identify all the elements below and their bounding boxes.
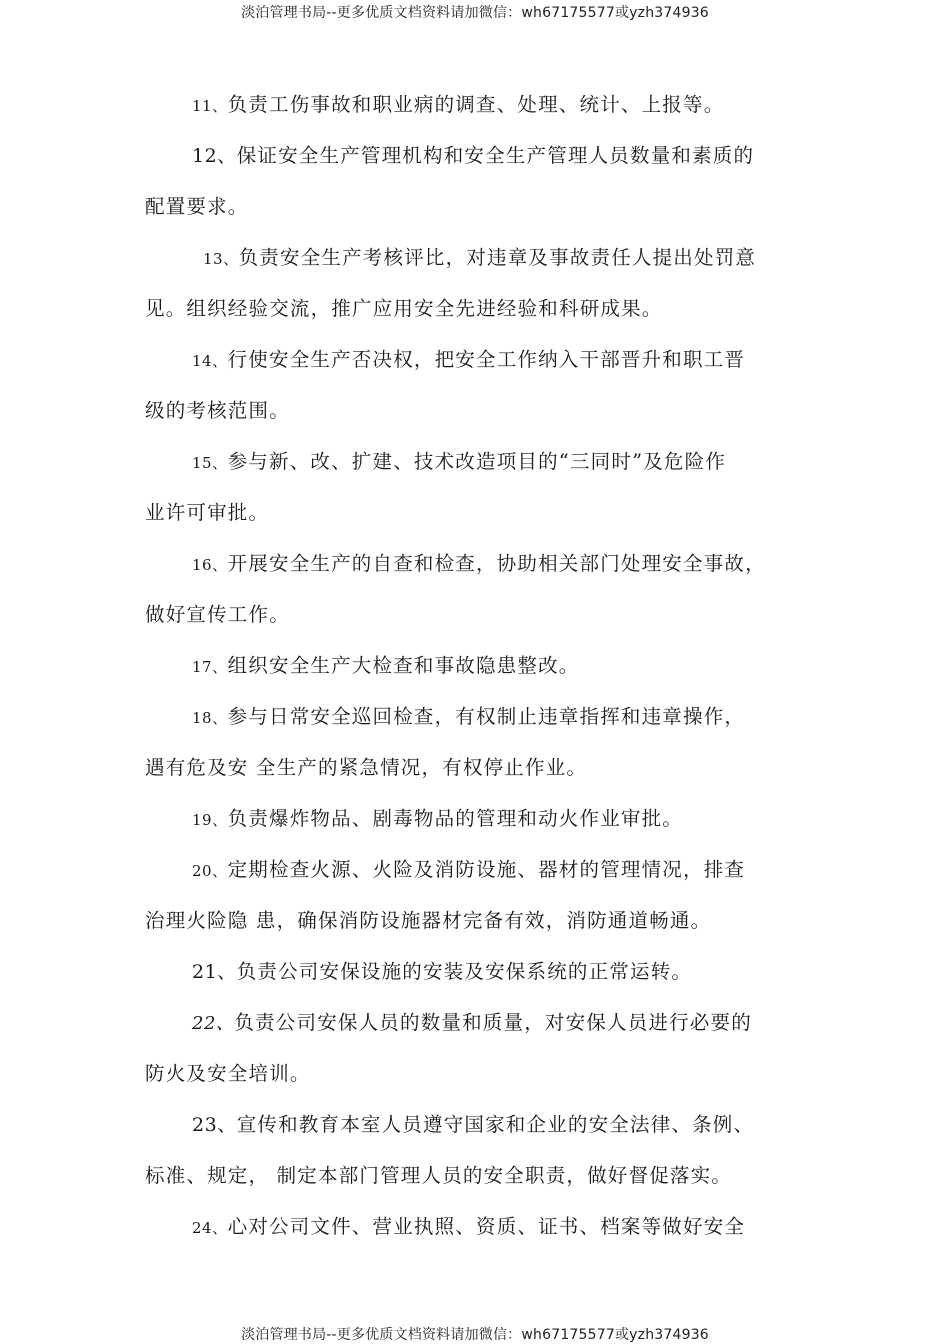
paragraph-24 xyxy=(145,1214,857,1241)
item-text: 负责公司安保人员的数量和质量，对安保人员进行必要的 xyxy=(234,1011,752,1034)
paragraph-20-continued: 治理火险隐 患，确保消防设施器材完备有效，消防通道畅通。 xyxy=(145,909,712,932)
item-text: 开展安全生产的自查和检查，协助相关部门处理安全事故， xyxy=(227,552,766,575)
paragraph-22 xyxy=(145,1010,857,1037)
item-number: 18、 xyxy=(192,709,228,727)
item-number: 22、 xyxy=(192,1013,235,1034)
item-text: 参与新、改、扩建、技术改造项目的“三同时”及危险作 xyxy=(227,450,727,473)
item-number: 11、 xyxy=(192,97,228,115)
item-number: 16、 xyxy=(192,556,228,574)
item-number: 12、 xyxy=(192,145,237,167)
paragraph-16 xyxy=(145,551,857,578)
paragraph-20 xyxy=(145,857,857,884)
paragraph-14-continued: 级的考核范围。 xyxy=(145,399,290,422)
paragraph-18-continued: 遇有危及安 全生产的紧急情况，有权停止作业。 xyxy=(145,756,588,779)
item-text: 定期检查火源、火险及消防设施、器材的管理情况，排查 xyxy=(227,858,746,881)
item-number: 23、 xyxy=(192,1114,237,1136)
item-text: 负责安全生产考核评比，对违章及事故责任人提出处罚意 xyxy=(238,246,757,269)
item-number: 21、 xyxy=(192,961,237,983)
item-text: 心对公司文件、营业执照、资质、证书、档案等做好安全 xyxy=(227,1215,746,1238)
page-footer: 淡泊管理书局--更多优质文档资料请加微信：wh67175577或yzh374936 xyxy=(241,1327,709,1343)
item-text: 负责公司安保设施的安装及安保系统的正常运转。 xyxy=(236,960,693,983)
item-number: 19、 xyxy=(192,811,228,829)
item-text: 负责爆炸物品、剧毒物品的管理和动火作业审批。 xyxy=(227,807,683,830)
item-text: 行使安全生产否决权，把安全工作纳入干部晋升和职工晋 xyxy=(227,348,746,371)
paragraph-13 xyxy=(145,245,868,272)
paragraph-16-continued: 做好宣传工作。 xyxy=(145,603,290,626)
item-number: 17、 xyxy=(192,658,228,676)
paragraph-21 xyxy=(145,959,857,985)
item-text: 组织安全生产大检查和事故隐患整改。 xyxy=(227,654,580,677)
paragraph-14 xyxy=(145,347,857,374)
item-number: 14、 xyxy=(192,352,228,370)
item-number: 13、 xyxy=(203,250,239,268)
paragraph-22-continued: 防火及安全培训。 xyxy=(145,1062,311,1085)
paragraph-12-continued: 配置要求。 xyxy=(145,195,249,218)
paragraph-23-continued: 标准、规定， 制定本部门管理人员的安全职责，做好督促落实。 xyxy=(145,1164,732,1187)
paragraph-23 xyxy=(145,1112,857,1138)
item-number: 24、 xyxy=(192,1219,228,1237)
page-header: 淡泊管理书局--更多优质文档资料请加微信：wh67175577或yzh374936 xyxy=(241,5,709,21)
item-text: 负责工伤事故和职业病的调查、处理、统计、上报等。 xyxy=(227,93,725,116)
paragraph-18 xyxy=(145,704,857,731)
paragraph-17 xyxy=(145,653,857,680)
paragraph-11 xyxy=(145,92,857,119)
item-number: 20、 xyxy=(192,862,228,880)
item-text: 宣传和教育本室人员遵守国家和企业的安全法律、条例、 xyxy=(236,1113,755,1136)
item-text: 参与日常安全巡回检查，有权制止违章指挥和违章操作， xyxy=(227,705,746,728)
paragraph-13-continued: 见。组织经验交流，推广应用安全先进经验和科研成果。 xyxy=(145,297,663,320)
paragraph-12 xyxy=(145,143,857,169)
paragraph-19 xyxy=(145,806,857,833)
item-text: 保证安全生产管理机构和安全生产管理人员数量和素质的 xyxy=(236,144,755,167)
paragraph-15 xyxy=(145,449,857,476)
paragraph-15-continued: 业许可审批。 xyxy=(145,501,270,524)
item-number: 15、 xyxy=(192,454,228,472)
